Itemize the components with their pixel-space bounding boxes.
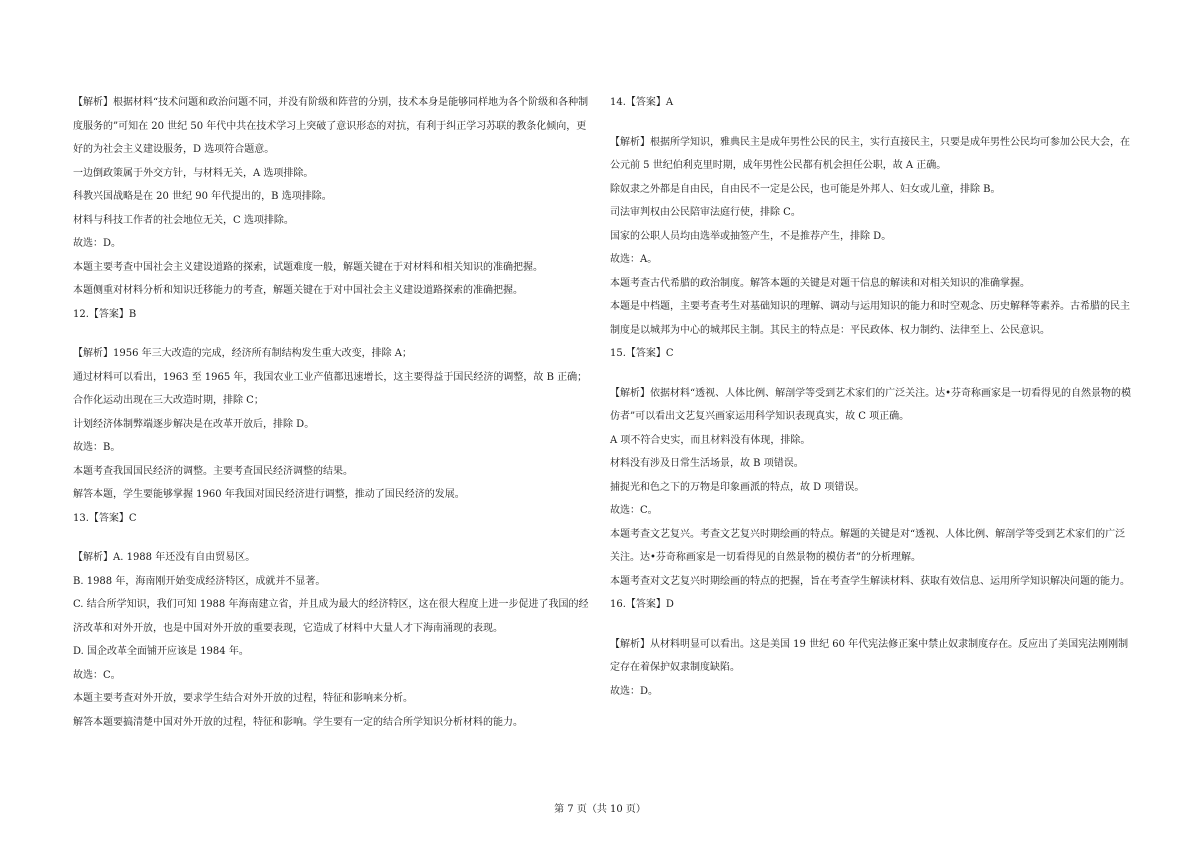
paragraph: 司法审判权由公民陪审法庭行使，排除 C。: [610, 207, 801, 218]
paragraph: 除奴隶之外都是自由民，自由民不一定是公民，也可能是外邦人、妇女或儿童，排除 B。: [610, 183, 1001, 195]
answer-heading-12: 12.【答案】B: [73, 308, 137, 320]
right-column: [610, 91, 1132, 703]
paragraph: 【解析】根据所学知识，雅典民主是成年男性公民的民主，实行直接民主，只要是成年男性公民均可参加公民大会，在公元前 5 世纪伯利克里时期，成年男性公民都有机会担任公职，故 A 正确。: [610, 136, 1130, 171]
answer-heading-16: 16.【答案】D: [610, 599, 674, 610]
paragraph: 本题主要考查中国社会主义建设道路的探索，试题难度一般，解题关键在于对材料和相关知识的准确把握。: [73, 261, 543, 273]
paragraph: 【解析】A. 1988 年还没有自由贸易区。: [73, 552, 256, 563]
paragraph: 本题考查文艺复兴。考查文艺复兴时期绘画的特点。解题的关键是对“透视、人体比例、解剖学等受到艺术家们的广泛关注。达•芬奇称画家是一切看得见的自然景物的模仿者”的分析理解。: [610, 528, 1126, 563]
paragraph: 【解析】根据材料“技术问题和政治问题不同，并没有阶级和阵营的分别，技术本身是能够同样地为各个阶级和各种制度服务的”可知在 20 世纪 50 年代中共在技术学习上突破了意识形态的对抗，有利于纠正学习苏联的教条化倾向，更好的为社会主义建设服务，D 选项符合题意。: [73, 97, 589, 155]
paragraph: 【解析】1956 年三大改造的完成，经济所有制结构发生重大改变，排除 A；: [73, 348, 413, 359]
paragraph: 故选：C。: [73, 669, 121, 681]
paragraph: 解答本题要搞清楚中国对外开放的过程，特征和影响。学生要有一定的结合所学知识分析材料的能力。: [73, 716, 523, 728]
paragraph: 计划经济体制弊端逐步解决是在改革开放后，排除 D。: [73, 418, 315, 430]
paragraph: A 项不符合史实，而且材料没有体现，排除。: [610, 434, 811, 446]
answer-heading-13: 13.【答案】C: [73, 512, 137, 524]
paragraph: 本题主要考查对外开放，要求学生结合对外开放的过程，特征和影响来分析。: [73, 693, 413, 704]
paragraph: 本题侧重对材料分析和知识迁移能力的考查，解题关键在于对中国社会主义建设道路探索的准确把握。: [73, 285, 523, 296]
paragraph: 通过材料可以看出，1963 至 1965 年，我国农业工业产值都迅速增长，这主要得益于国民经济的调整，故 B 正确；: [73, 371, 588, 383]
answer-heading-14: 14.【答案】A: [610, 97, 674, 108]
answer-heading-15: 15.【答案】C: [610, 348, 674, 359]
paragraph: 科教兴国战略是在 20 世纪 90 年代提出的，B 选项排除。: [73, 191, 332, 202]
page-footer: 第 7 页（共 10 页）: [554, 804, 646, 815]
paragraph: 故选：A。: [610, 254, 658, 265]
paragraph: 本题考查我国国民经济的调整。主要考查国民经济调整的结果。: [73, 465, 353, 477]
paragraph: 捕捉光和色之下的万物是印象画派的特点，故 D 项错误。: [610, 481, 865, 493]
paragraph: C. 结合所学知识，我们可知 1988 年海南建立省，并且成为最大的经济特区，这在很大程度上进一步促进了我国的经济改革和对外开放，也是中国对外开放的重要表现，它造成了材料中大量人才下海南涌现的表现。: [73, 599, 589, 634]
paragraph: 【解析】从材料明显可以看出。这是美国 19 世纪 60 年代宪法修正案中禁止奴隶制度存在。反应出了美国宪法刚刚制定存在着保护奴隶制度缺陷。: [610, 638, 1129, 673]
paragraph: B. 1988 年，海南刚开始变成经济特区，成就并不显著。: [73, 575, 326, 587]
paragraph: 材料没有涉及日常生活场景，故 B 项错误。: [610, 458, 804, 469]
paragraph: 一边倒政策属于外交方针，与材料无关，A 选项排除。: [73, 167, 314, 179]
paragraph: 解答本题，学生要能够掌握 1960 年我国对国民经济进行调整，推动了国民经济的发展。: [73, 489, 465, 500]
paragraph: 本题考查对文艺复兴时期绘画的特点的把握，旨在考查学生解读材料、获取有效信息、运用所学知识解决问题的能力。: [610, 575, 1130, 587]
paragraph: D. 国企改革全面铺开应该是 1984 年。: [73, 646, 249, 657]
paragraph: 【解析】依据材料“透视、人体比例、解剖学等受到艺术家们的广泛关注。达•芬奇称画家是一切看得见的自然景物的模仿者”可以看出文艺复兴画家运用科学知识表现真实，故 C 项正确。: [610, 387, 1132, 422]
paragraph: 故选：D。: [73, 238, 122, 249]
paragraph: 故选：C。: [610, 505, 658, 516]
paragraph: 本题是中档题，主要考查考生对基础知识的理解、调动与运用知识的能力和时空观念、历史解释等素养。古希腊的民主制度是以城邦为中心的城邦民主制。其民主的特点是：平民政体、权力制约、法律至上、公民意识。: [610, 301, 1130, 336]
left-column: [73, 91, 595, 734]
paragraph: 故选：D。: [610, 685, 659, 697]
paragraph: 国家的公职人员均由选举或抽签产生，不是推荐产生，排除 D。: [610, 230, 892, 242]
paragraph: 合作化运动出现在三大改造时期，排除 C；: [73, 395, 264, 406]
paragraph: 本题考查古代希腊的政治制度。解答本题的关键是对题干信息的解读和对相关知识的准确掌握。: [610, 277, 1030, 289]
paragraph: 故选：B。: [73, 442, 121, 453]
paragraph: 材料与科技工作者的社会地位无关，C 选项排除。: [73, 214, 294, 226]
